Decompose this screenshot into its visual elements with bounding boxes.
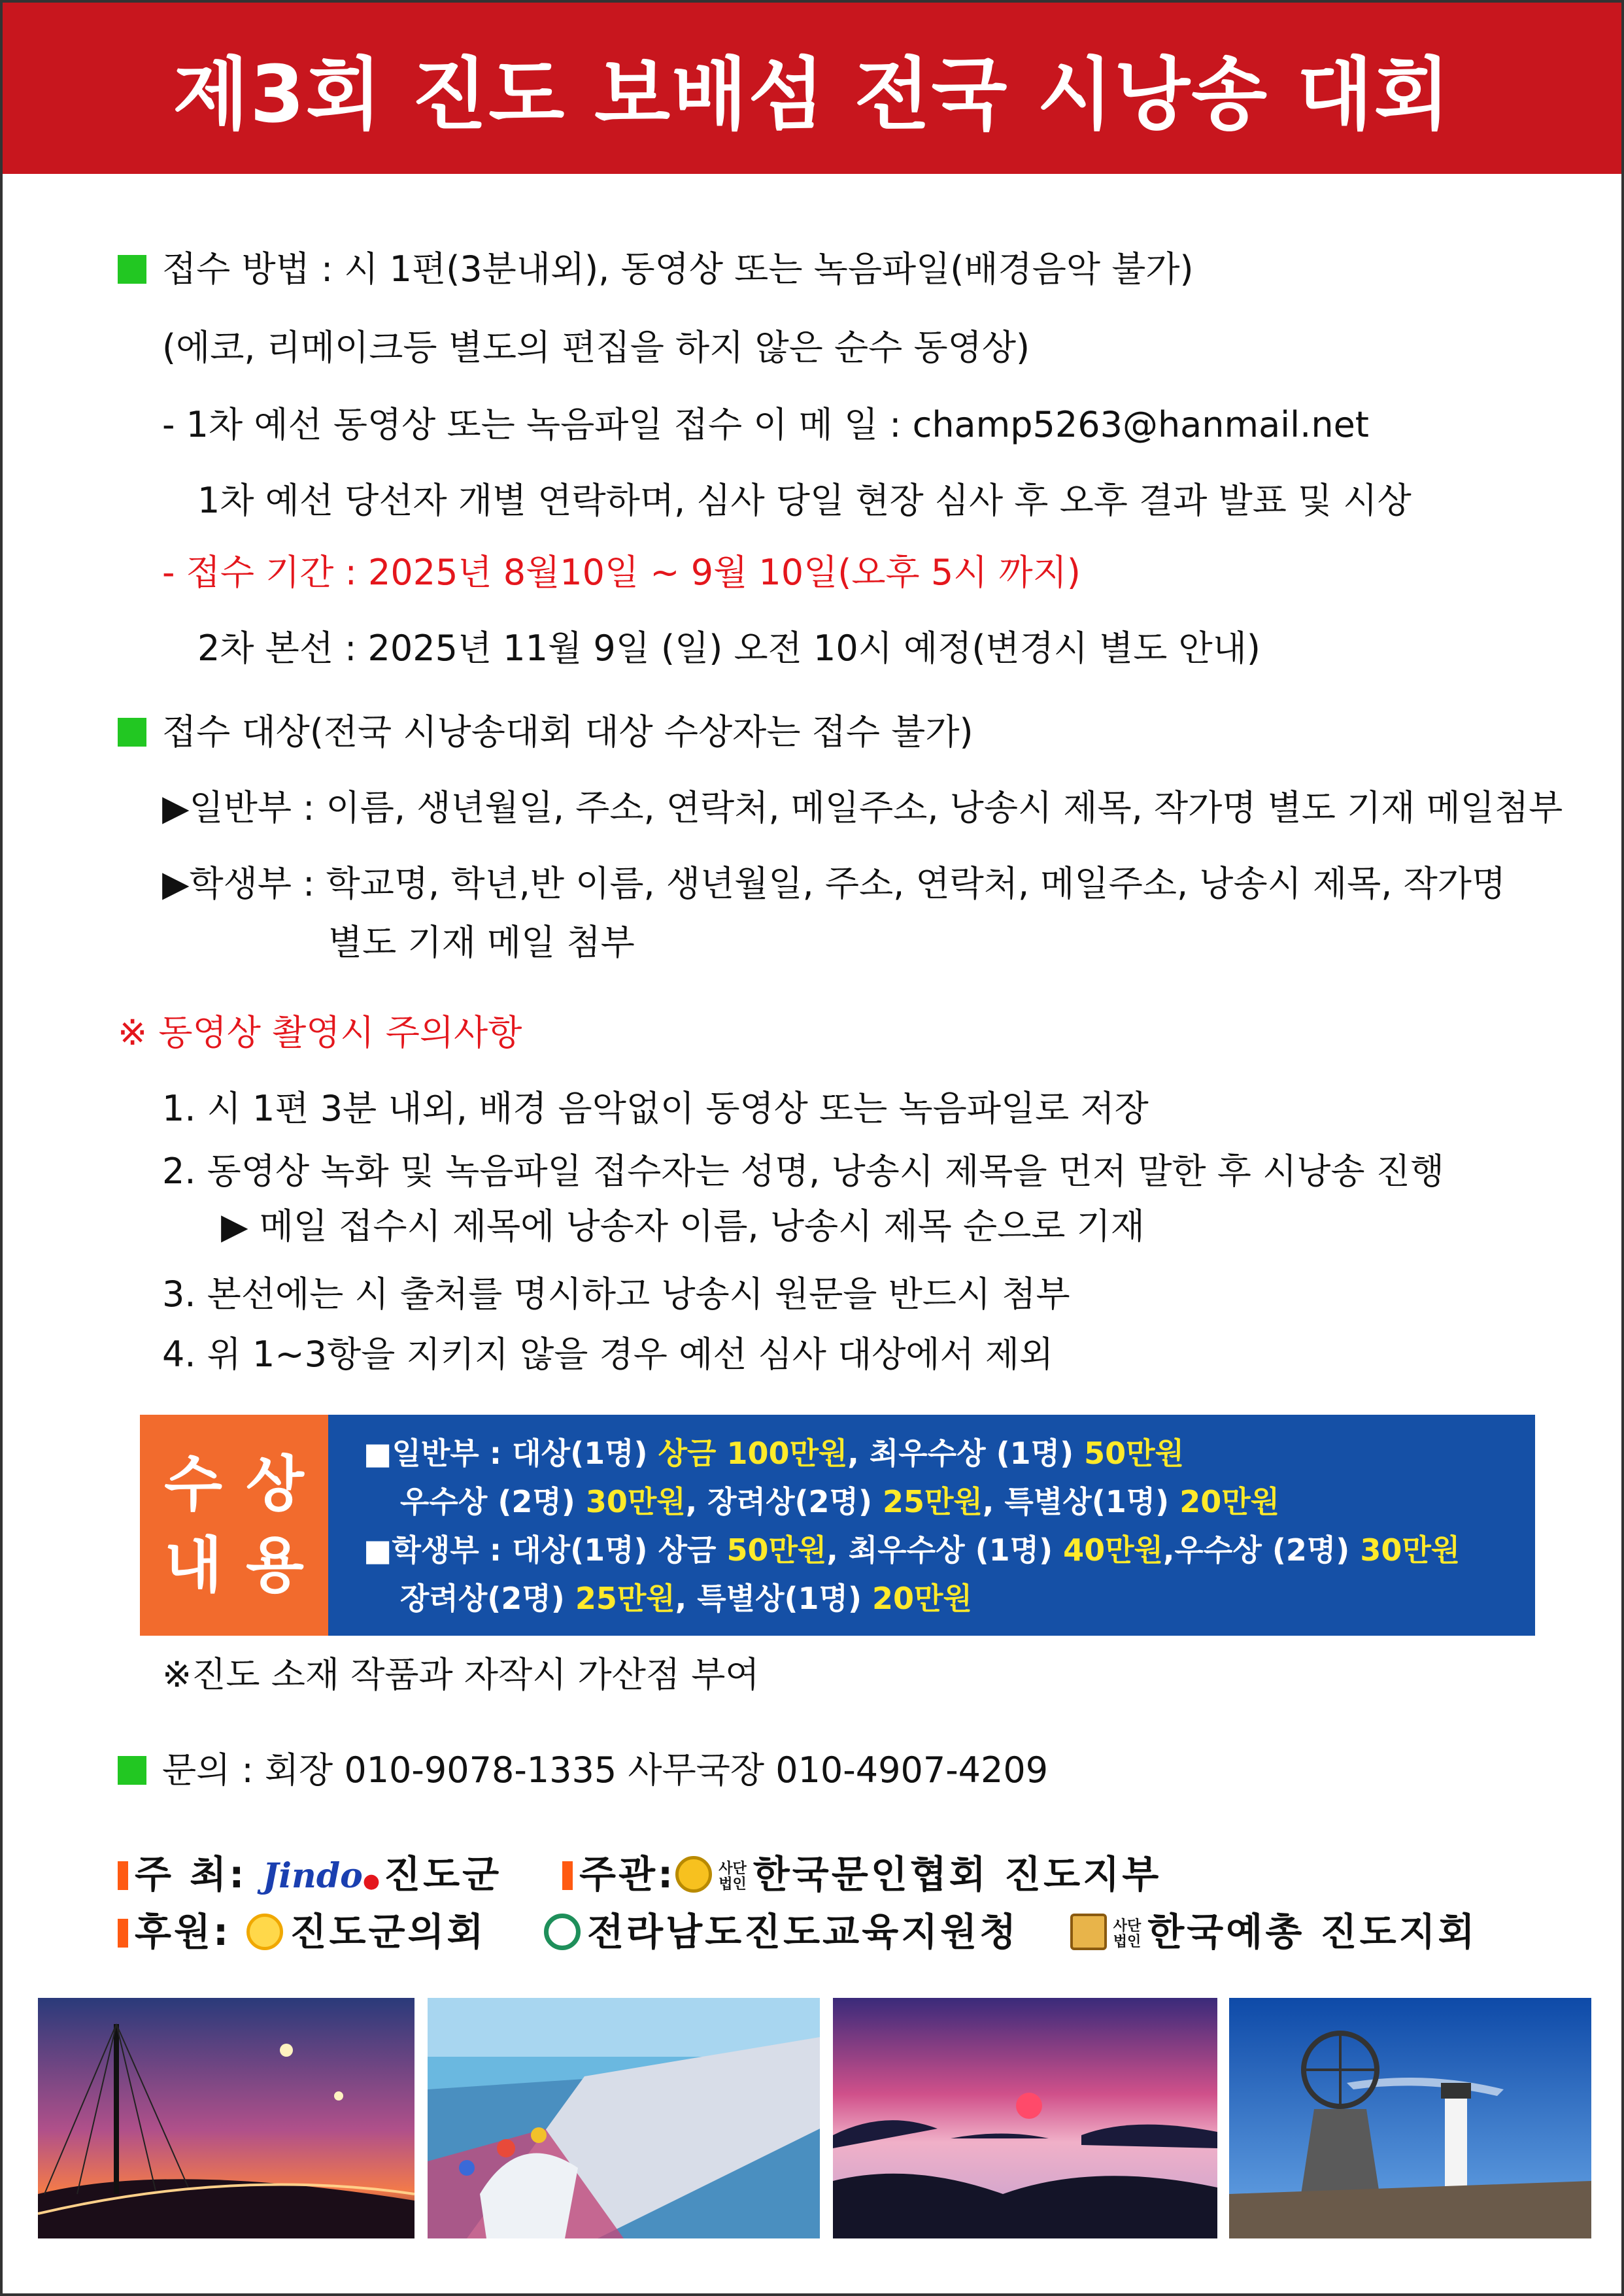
jindo-logo-icon: Jindo● bbox=[262, 1856, 381, 1896]
arts-federation-emblem-icon bbox=[1070, 1914, 1107, 1950]
award-general-line-2: 우수상 (2명) 30만원, 장려상(2명) 25만원, 특별상(1명) 20만원 bbox=[400, 1484, 1280, 1519]
caution-heading: ※ 동영상 촬영시 주의사항 bbox=[118, 1012, 522, 1053]
caution-item-2b: ▶ 메일 접수시 제목에 낭송자 이름, 낭송시 제목 순으로 기재 bbox=[221, 1206, 1145, 1247]
target-general: ▶일반부 : 이름, 생년월일, 주소, 연락처, 메일주소, 낭송시 제목, 작가명 별도 기재 메일첨부 bbox=[162, 787, 1563, 828]
corporate-tag: 사단 법인 bbox=[719, 1860, 747, 1893]
photo-sea-parting-festival bbox=[428, 1998, 820, 2238]
photo-observatory-lighthouse bbox=[1229, 1998, 1591, 2238]
method-note: (에코, 리메이크등 별도의 편집을 하지 않은 순수 동영상) bbox=[162, 327, 1030, 368]
award-label: 수상 내용 bbox=[140, 1415, 328, 1636]
page-title: 제3회 진도 보배섬 전국 시낭송 대회 bbox=[173, 50, 1451, 141]
photo-sunset-islands bbox=[833, 1998, 1217, 2238]
council-emblem-icon bbox=[246, 1914, 283, 1950]
orange-bar-icon bbox=[118, 1861, 128, 1890]
caution-item-2: 2. 동영상 녹화 및 녹음파일 접수자는 성명, 낭송시 제목을 먼저 말한 후 시낭송 진행 bbox=[162, 1151, 1445, 1192]
target-student-cont: 별도 기재 메일 첨부 bbox=[328, 922, 635, 963]
award-box bbox=[140, 1415, 1535, 1636]
award-general-line-1: ■일반부 : 대상(1명) 상금 100만원, 최우수상 (1명) 50만원 bbox=[364, 1436, 1185, 1471]
orange-bar-icon bbox=[118, 1919, 128, 1948]
corporate-tag: 사단 법인 bbox=[1113, 1917, 1142, 1950]
target-heading: 접수 대상(전국 시낭송대회 대상 수상자는 접수 불가) bbox=[118, 711, 973, 754]
green-square-icon bbox=[118, 1756, 146, 1785]
education-office-emblem-icon bbox=[544, 1914, 581, 1950]
method-heading: 접수 방법 : 시 1편(3분내외), 동영상 또는 녹음파일(배경음악 불가) bbox=[118, 248, 1194, 291]
literary-association-emblem-icon bbox=[675, 1856, 712, 1893]
green-square-icon bbox=[118, 718, 146, 747]
target-student: ▶학생부 : 학교명, 학년,반 이름, 생년월일, 주소, 연락처, 메일주소, 낭송시 제목, 작가명 bbox=[162, 863, 1506, 904]
contact-line: 문의 : 회장 010-9078-1335 사무국장 010-4907-4209 bbox=[118, 1749, 1048, 1792]
award-student-line-2: 장려상(2명) 25만원, 특별상(1명) 20만원 bbox=[400, 1581, 972, 1616]
method-final-line: 2차 본선 : 2025년 11월 9일 (일) 오전 10시 예정(변경시 별도 안내) bbox=[197, 628, 1260, 669]
title-banner bbox=[3, 3, 1621, 174]
caution-item-3: 3. 본선에는 시 출처를 명시하고 낭송시 원문을 반드시 첨부 bbox=[162, 1274, 1070, 1315]
method-email-line: - 1차 예선 동영상 또는 녹음파일 접수 이 메 일 : champ5263@hanmail.net bbox=[162, 404, 1369, 445]
bonus-note: ※진도 소재 작품과 자작시 가산점 부여 bbox=[162, 1654, 760, 1695]
award-details bbox=[364, 1429, 1460, 1623]
photo-bridge-sunset bbox=[38, 1998, 414, 2238]
caution-item-4: 4. 위 1~3항을 지키지 않을 경우 예선 심사 대상에서 제외 bbox=[162, 1334, 1054, 1375]
green-square-icon bbox=[118, 255, 146, 284]
sponsor-line: 후원: 진도군의회 전라남도진도교육지원청 사단 법인 한국예총 진도지회 bbox=[118, 1901, 1478, 1956]
organizer-line: 주관: 사단 법인 한국문인협회 진도지부 bbox=[562, 1844, 1161, 1899]
method-result-line: 1차 예선 당선자 개별 연락하며, 심사 당일 현장 심사 후 오후 결과 발표 및 시상 bbox=[197, 480, 1412, 521]
caution-item-1: 1. 시 1편 3분 내외, 배경 음악없이 동영상 또는 녹음파일로 저장 bbox=[162, 1088, 1149, 1129]
host-line: 주 최: Jindo● 진도군 bbox=[118, 1844, 501, 1899]
orange-bar-icon bbox=[562, 1861, 573, 1890]
award-student-line-1: ■학생부 : 대상(1명) 상금 50만원, 최우수상 (1명) 40만원,우수상 (2명) 30만원 bbox=[364, 1532, 1461, 1568]
method-period-line: - 접수 기간 : 2025년 8월10일 ~ 9월 10일(오후 5시 까지) bbox=[162, 552, 1081, 593]
